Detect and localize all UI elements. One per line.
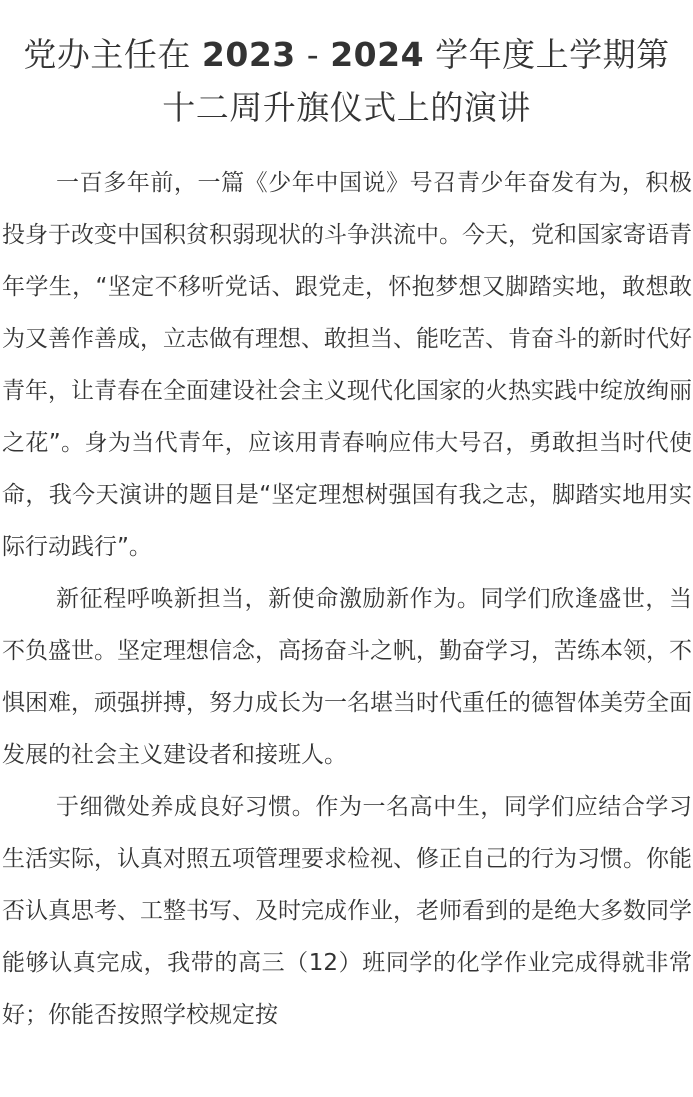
paragraph-2: 新征程呼唤新担当，新使命激励新作为。同学们欣逢盛世，当不负盛世。坚定理想信念，高扬奋斗之帆，勤奋学习，苦练本领，不惧困难，顽强拼搏，努力成长为一名堪当时代重任的德智体美劳全面发展的社会主义建设者和接班人。 xyxy=(2,586,692,768)
paragraph-3: 于细微处养成良好习惯。作为一名高中生，同学们应结合学习生活实际，认真对照五项管理要求检视、修正自己的行为习惯。你能否认真思考、工整书写、及时完成作业，老师看到的是绝大多数同学能够认真完成，我带的高三（12）班同学的化学作业完成得就非常好；你能否按照学校规定按 xyxy=(2,794,692,1028)
article-title xyxy=(0,28,693,134)
title-year-start: 2023 xyxy=(201,35,296,74)
title-year-end: 2024 xyxy=(330,35,425,74)
paragraph-1: 一百多年前，一篇《少年中国说》号召青少年奋发有为，积极投身于改变中国积贫积弱现状的斗争洪流中。今天，党和国家寄语青年学生，“坚定不移听党话、跟党走，怀抱梦想又脚踏实地，敢想敢为又善作善成，立志做有理想、敢担当、能吃苦、肯奋斗的新时代好青年，让青春在全面建设社会主义现代化国家的火热实践中绽放绚丽之花”。身为当代青年，应该用青春响应伟大号召，勇敢担当时代使命，我今天演讲的题目是“坚定理想树强国有我之志，脚踏实地用实际行动践行”。 xyxy=(2,170,692,560)
title-dash: - xyxy=(306,35,320,74)
title-prefix: 党办主任在 xyxy=(23,35,191,74)
title-suffix: 学年度上学期第十二周升旗仪式上的演讲 xyxy=(162,35,670,127)
article-body xyxy=(2,157,692,1041)
